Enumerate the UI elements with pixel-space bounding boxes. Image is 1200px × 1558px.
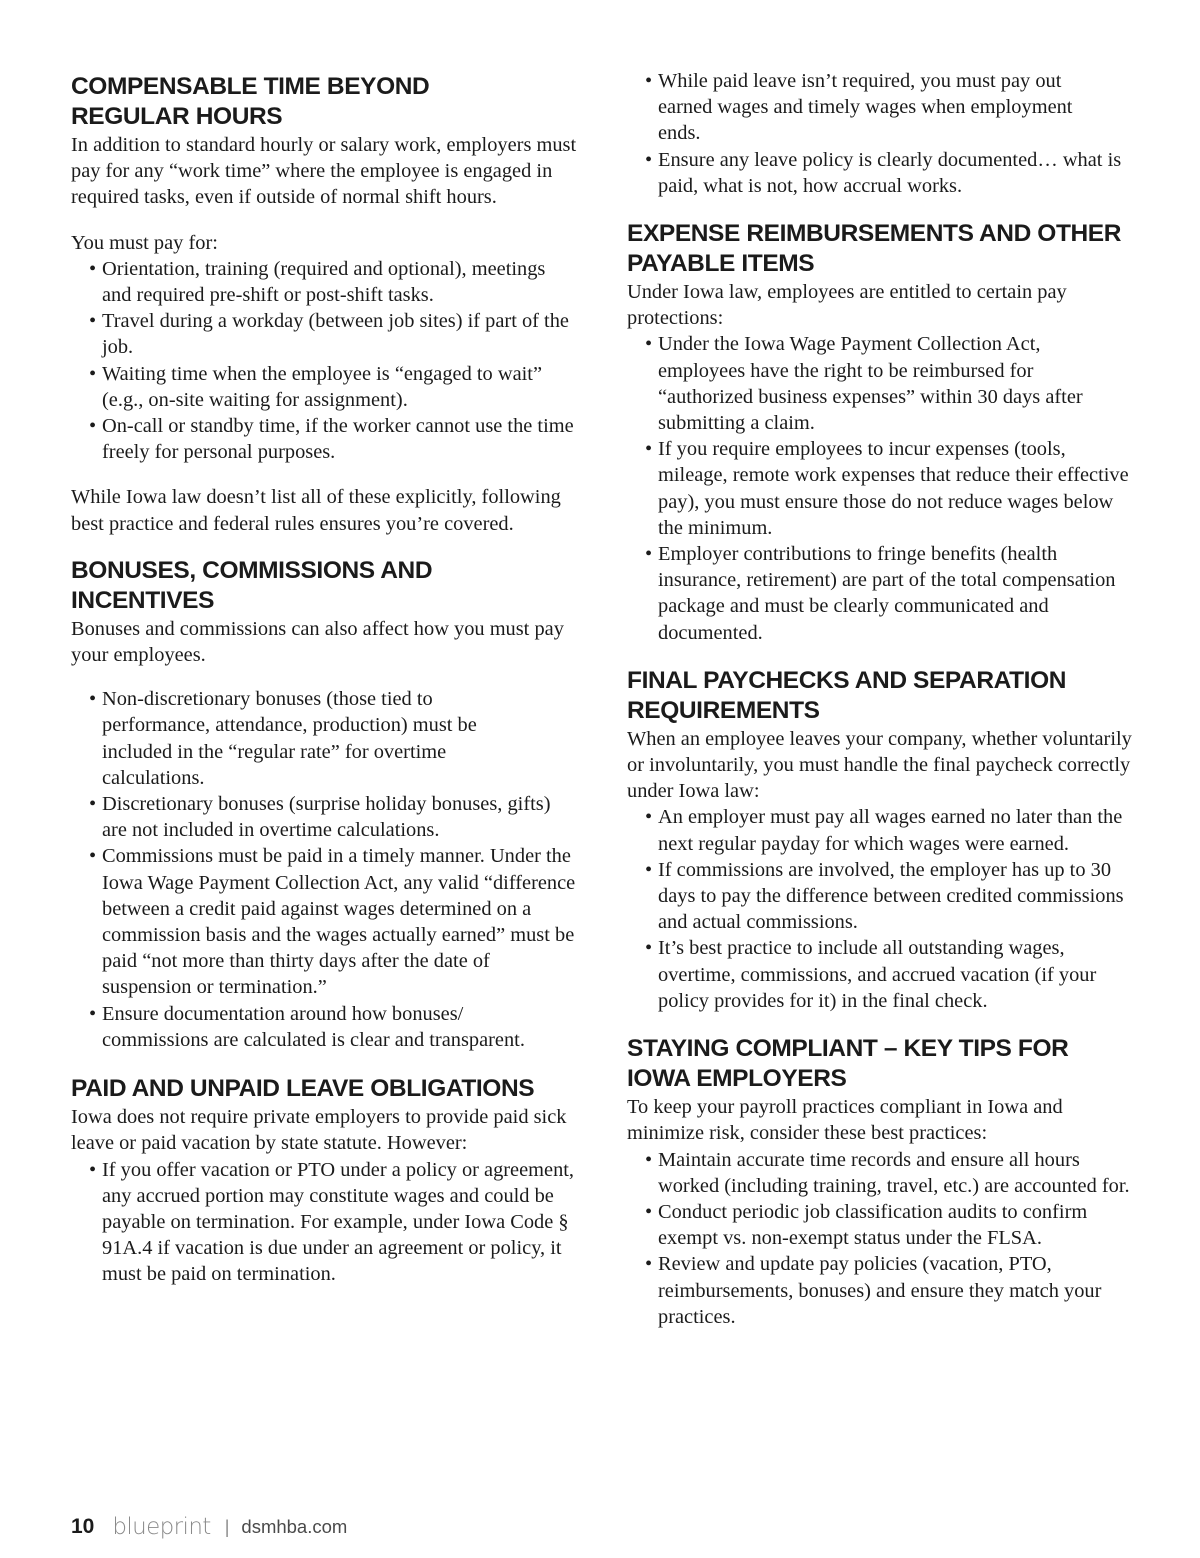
list-item: • Discretionary bonuses (surprise holiday bonuses, gifts) are not included in overtime calculations. — [71, 791, 577, 843]
list-item: • Waiting time when the employee is “engaged to wait” (e.g., on-site waiting for assignment). — [71, 361, 577, 413]
heading-line: REQUIREMENTS — [627, 696, 820, 724]
website-link[interactable]: dsmhba.com — [241, 1516, 348, 1537]
list-item: • On-call or standby time, if the worker cannot use the time freely for personal purposes. — [71, 413, 577, 465]
list-item: • Employer contributions to fringe benefits (health insurance, retirement) are part of the total compensation package and must be clearly communicated and documented. — [627, 541, 1137, 646]
bonuses-intro: Bonuses and commissions can also affect how you must pay your employees. — [71, 617, 564, 667]
compliance-list — [627, 1147, 1137, 1330]
expense-list — [627, 331, 1137, 645]
compensable-list — [71, 256, 577, 466]
heading-final-paychecks — [627, 666, 1137, 726]
heading-line: INCENTIVES — [71, 586, 215, 614]
list-item: • Ensure documentation around how bonuses/ commissions are calculated is clear and transparent. — [71, 1001, 577, 1053]
leave-list — [71, 1157, 577, 1288]
heading-leave-obligations: PAID AND UNPAID LEAVE OBLIGATIONS — [71, 1075, 535, 1103]
heading-line: COMPENSABLE TIME BEYOND — [71, 73, 430, 100]
heading-line: REGULAR HOURS — [71, 103, 283, 130]
compliance-intro: To keep your payroll practices compliant in Iowa and minimize risk, consider these best practices: — [627, 1096, 1063, 1145]
final-paycheck-list — [627, 804, 1137, 1014]
footer-divider: | — [224, 1516, 230, 1537]
compensable-lead: You must pay for: — [71, 231, 218, 254]
list-item: • While paid leave isn’t required, you must pay out earned wages and timely wages when employment ends. — [627, 68, 1137, 147]
leave-intro: Iowa does not require private employers to provide paid sick leave or paid vacation by state statute. However: — [71, 1106, 567, 1155]
expense-intro: Under Iowa law, employees are entitled to certain pay protections: — [627, 281, 1067, 330]
list-item: • Orientation, training (required and optional), meetings and required pre-shift or post-shift tasks. — [71, 256, 577, 308]
list-item: • Travel during a workday (between job sites) if part of the job. — [71, 308, 577, 360]
blueprint-logo: blueprint — [112, 1514, 211, 1540]
list-item: • Review and update pay policies (vacation, PTO, reimbursements, bonuses) and ensure they match your practices. — [627, 1251, 1137, 1330]
heading-expense-reimbursements — [627, 219, 1137, 279]
heading-staying-compliant — [627, 1034, 1137, 1094]
left-column — [71, 0, 577, 1288]
heading-line: STAYING COMPLIANT – KEY TIPS FOR — [627, 1035, 1069, 1063]
list-item: • Under the Iowa Wage Payment Collection Act, employees have the right to be reimbursed for “authorized business expenses” within 30 days after submitting a claim. — [627, 331, 1137, 436]
final-paycheck-intro: When an employee leaves your company, whether voluntarily or involuntarily, you must handle the final paycheck correctly under Iowa law: — [627, 727, 1132, 803]
list-item: • If you offer vacation or PTO under a policy or agreement, any accrued portion may constitute wages and could be payable on termination. For example, under Iowa Code § 91A.4 if vacation is due under an agreement or policy, it must be paid on termination. — [71, 1157, 577, 1288]
list-item: • Maintain accurate time records and ensure all hours worked (including training, travel, etc.) are accounted for. — [627, 1147, 1137, 1199]
list-item: • If commissions are involved, the employer has up to 30 days to pay the difference between credited commissions and actual commissions. — [627, 857, 1137, 936]
list-item: • If you require employees to incur expenses (tools, mileage, remote work expenses that reduce their effective pay), you must ensure those do not reduce wages below the minimum. — [627, 436, 1137, 541]
list-item: • An employer must pay all wages earned no later than the next regular payday for which wages were earned. — [627, 804, 1137, 856]
heading-line: FINAL PAYCHECKS AND SEPARATION — [627, 666, 1067, 694]
page-footer — [71, 1512, 347, 1542]
heading-line: EXPENSE REIMBURSEMENTS AND OTHER — [627, 220, 1122, 248]
list-item: • Non-discretionary bonuses (those tied to performance, attendance, production) must be included in the “regular rate” for overtime calculations. — [71, 686, 577, 791]
list-item: • It’s best practice to include all outstanding wages, overtime, commissions, and accrued vacation (if your policy provides for it) in the final check. — [627, 935, 1137, 1014]
heading-line: PAYABLE ITEMS — [627, 250, 815, 278]
page-number: 10 — [71, 1515, 95, 1538]
list-item: • Commissions must be paid in a timely manner. Under the Iowa Wage Payment Collection Act, any valid “difference between a credit paid against wages determined on a commission basis and the wages actually earned” must be paid “not more than thirty days after the date of suspension or termination.” — [71, 843, 577, 1000]
heading-line: IOWA EMPLOYERS — [627, 1065, 847, 1093]
heading-compensable-time — [71, 72, 577, 132]
leave-list-continued — [627, 68, 1137, 199]
compensable-intro: In addition to standard hourly or salary work, employers must pay for any “work time” where the employee is engaged in required tasks, even if outside of normal shift hours. — [71, 134, 577, 209]
heading-bonuses — [71, 556, 577, 616]
compensable-outro: While Iowa law doesn’t list all of these explicitly, following best practice and federal rules ensures you’re covered. — [71, 486, 561, 535]
heading-line: BONUSES, COMMISSIONS AND — [71, 556, 433, 584]
list-item: • Ensure any leave policy is clearly documented… what is paid, what is not, how accrual works. — [627, 147, 1137, 199]
bonuses-list — [71, 686, 577, 1053]
list-item: • Conduct periodic job classification audits to confirm exempt vs. non-exempt status under the FLSA. — [627, 1199, 1137, 1251]
right-column — [627, 0, 1137, 1330]
